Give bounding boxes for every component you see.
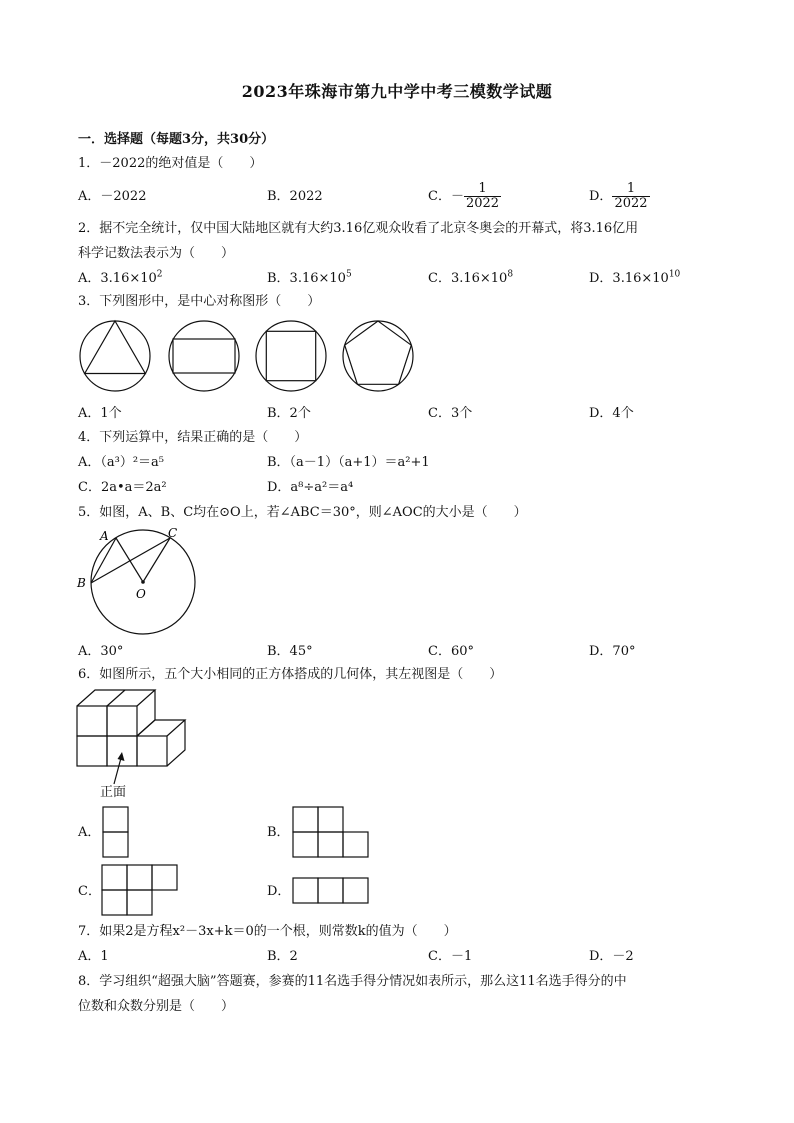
q1-option-c-fraction (464, 182, 501, 211)
q1-option-b: B．2022 (267, 189, 323, 204)
point-b-label: B (77, 576, 86, 590)
segment-ao (116, 538, 143, 582)
q4-option-c: C．2a•a＝2a² (78, 480, 167, 495)
point-a-label: A (100, 529, 109, 543)
point-o-label: O (136, 587, 146, 601)
q1-option-c (428, 182, 501, 212)
q1-d-numerator: 1 (612, 182, 649, 197)
q6-option-c-figure (101, 864, 178, 916)
q1-option-d-fraction (612, 182, 649, 211)
q7-option-a: A．1 (78, 949, 109, 964)
q6-cube-solid (76, 688, 196, 788)
question-7-stem: 7．如果2是方程x²－3x+k＝0的一个根，则常数k的值为（ ） (78, 924, 457, 939)
question-8-stem-line2: 位数和众数分别是（ ） (78, 999, 235, 1014)
q2-d-exponent: 10 (668, 269, 681, 280)
q1-option-a: A．－2022 (78, 189, 147, 204)
q4-option-b: B．（a－1）（a+1）＝a²+1 (267, 455, 430, 470)
q1-c-denominator: 2022 (465, 196, 500, 211)
question-2-stem-line2: 科学记数法表示为（ ） (78, 246, 235, 261)
q7-option-b: B．2 (267, 949, 298, 964)
q1-c-numerator: 1 (464, 182, 501, 197)
circle-square-figure (256, 321, 326, 391)
q2-option-b (267, 271, 352, 287)
q3-figures (78, 320, 418, 392)
q7-option-d: D．－2 (589, 949, 634, 964)
page-title: 2023年珠海市第九中学中考三模数学试题 (241, 82, 553, 101)
q2-b-base: B．3.16×10 (267, 271, 346, 286)
q2-a-exponent: 2 (156, 269, 163, 280)
q2-b-exponent: 5 (345, 269, 352, 280)
q5-option-a: A．30° (78, 644, 124, 659)
q6-option-d-label: D． (267, 884, 291, 899)
q5-option-c: C．60° (428, 644, 474, 659)
q1-option-d-label: D． (589, 189, 613, 204)
segment-co (143, 538, 170, 582)
q2-d-base: D．3.16×10 (589, 271, 669, 286)
q2-option-a (78, 271, 163, 287)
point-c-label: C (168, 526, 178, 540)
question-8-stem-line1: 8．学习组织“超强大脑”答题赛，参赛的11名选手得分情况如表所示，那么这11名选手得分的中 (78, 974, 627, 989)
circle-triangle-figure (80, 321, 150, 391)
q3-option-b: B．2个 (267, 406, 311, 421)
q4-option-a: A．（a³）²＝a⁵ (78, 455, 165, 470)
q1-d-denominator: 2022 (614, 196, 648, 211)
q3-option-a: A．1个 (78, 406, 122, 421)
front-view-label: 正面 (100, 785, 127, 800)
q3-option-c: C．3个 (428, 406, 473, 421)
section-heading: 一．选择题（每题3分，共30分） (78, 132, 275, 147)
q2-a-base: A．3.16×10 (78, 271, 157, 286)
question-5-stem: 5．如图，A、B、C均在⊙O上，若∠ABC＝30°，则∠AOC的大小是（ ） (78, 505, 527, 520)
q6-option-b-label: B． (267, 825, 290, 840)
q3-option-d: D．4个 (589, 406, 634, 421)
center-point (141, 580, 145, 584)
q1-option-d (589, 182, 650, 212)
q6-option-d-figure (292, 877, 370, 904)
q5-option-d: D．70° (589, 644, 636, 659)
q2-c-exponent: 8 (507, 269, 514, 280)
q1-option-c-label: C．－ (428, 189, 464, 204)
q6-option-b-figure (292, 806, 369, 858)
q7-option-c: C．－1 (428, 949, 473, 964)
question-1-stem: 1．－2022的绝对值是（ ） (78, 156, 263, 171)
q4-option-d: D．a⁸÷a²＝a⁴ (267, 480, 354, 495)
q5-option-b: B．45° (267, 644, 313, 659)
question-6-stem: 6．如图所示，五个大小相同的正方体搭成的几何体，其左视图是（ ） (78, 667, 503, 682)
question-3-stem: 3．下列图形中，是中心对称图形（ ） (78, 294, 321, 309)
q6-option-a-figure (102, 806, 129, 858)
q2-option-c (428, 271, 513, 287)
q5-circle-diagram (74, 526, 204, 638)
q6-option-c-label: C． (78, 884, 101, 899)
q2-option-d (589, 271, 680, 287)
question-2-stem-line1: 2．据不完全统计，仅中国大陆地区就有大约3.16亿观众收看了北京冬奥会的开幕式，将3.16亿用 (78, 221, 639, 236)
circle-rectangle-figure (169, 321, 239, 391)
question-4-stem: 4．下列运算中，结果正确的是（ ） (78, 430, 308, 445)
circle-pentagon-figure (343, 321, 413, 391)
q2-c-base: C．3.16×10 (428, 271, 508, 286)
q6-option-a-label: A． (78, 825, 101, 840)
